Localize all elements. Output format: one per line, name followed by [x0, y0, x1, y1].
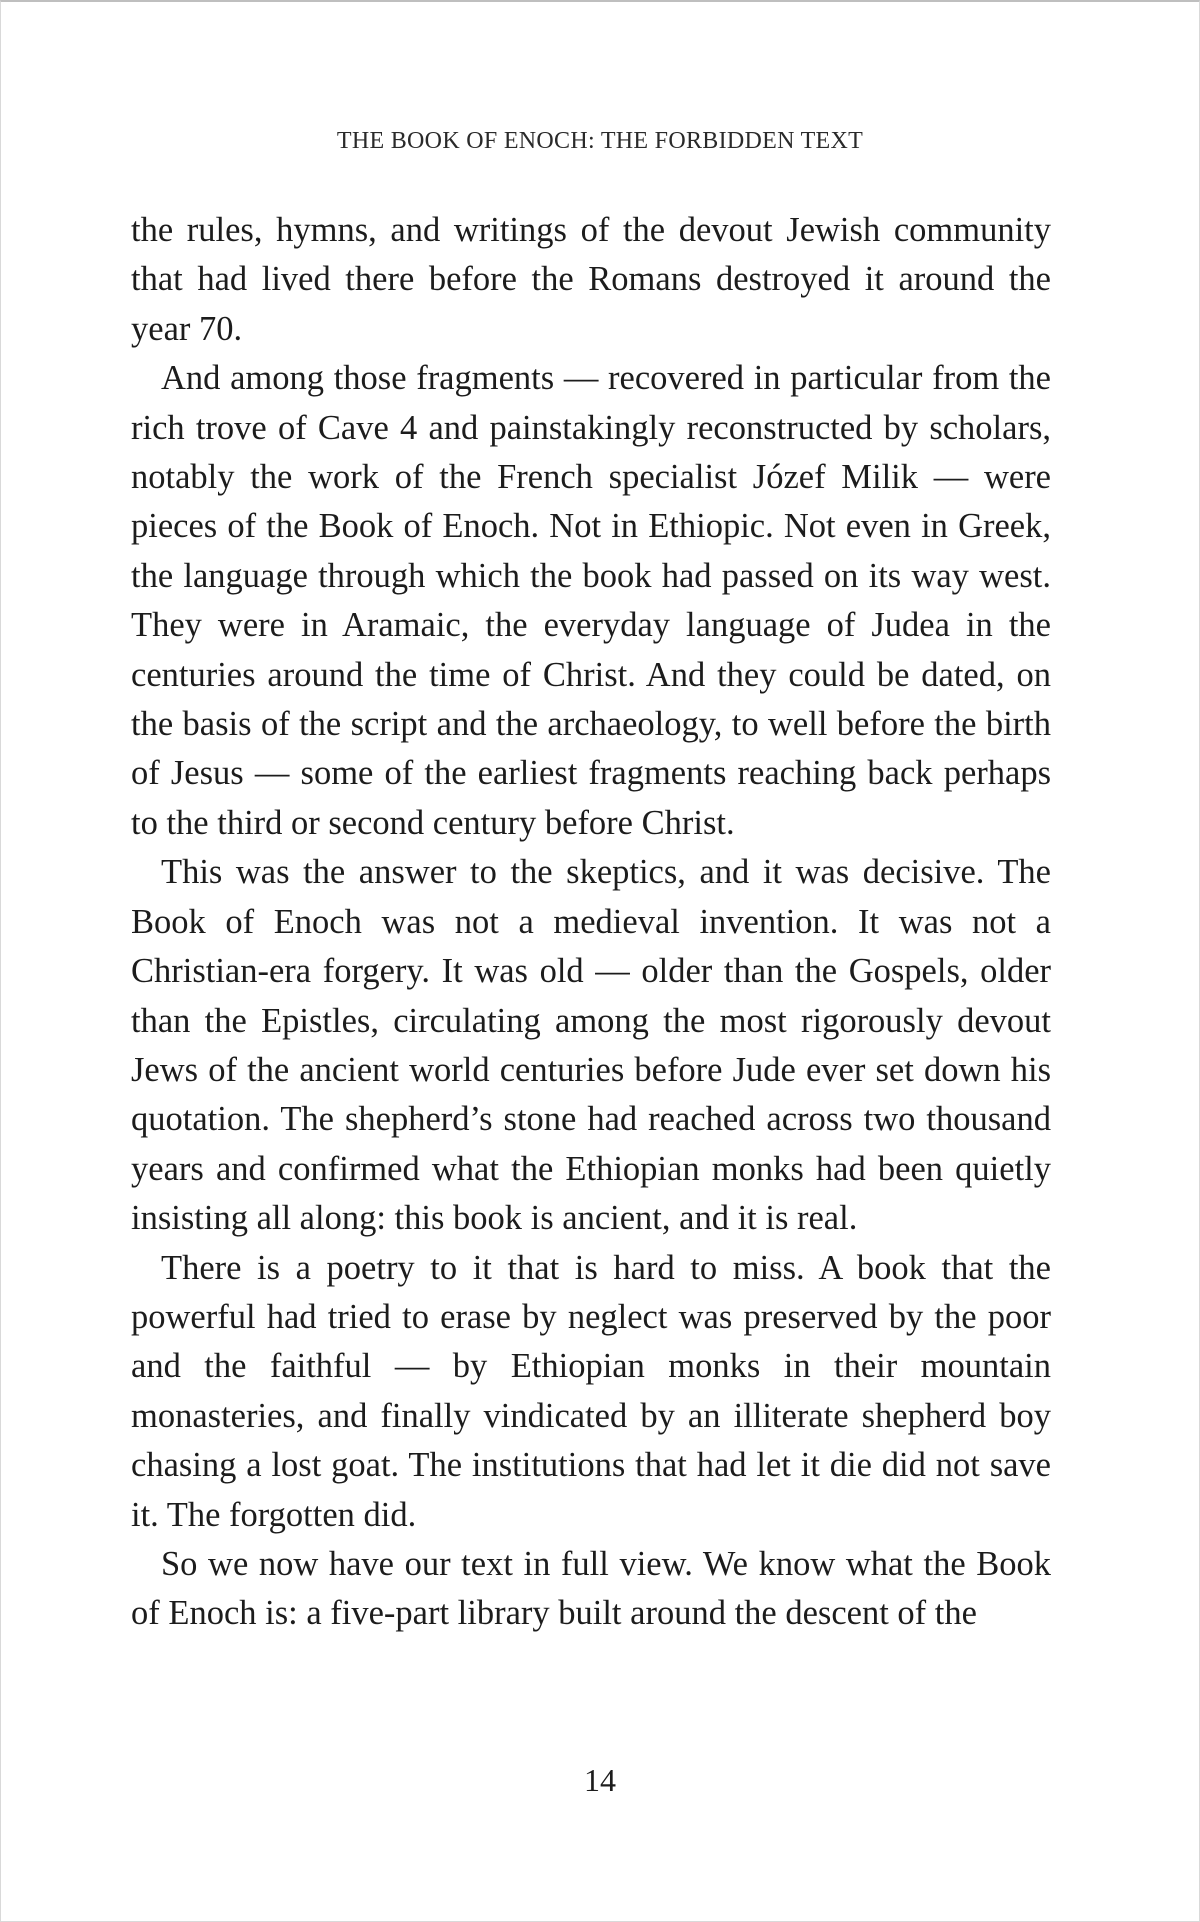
page-number: 14	[584, 1762, 616, 1798]
paragraph: There is a poetry to it that is hard to miss. A book that the powerful had tried to erase by neglect was preserved by the poor and the faithful — by Ethiopian monks in their mountain monasteries, and finally vindicated by an illiterate shepherd boy chasing a lost goat. The institutions that had let it die did not save it. The forgotten did.	[131, 1248, 1051, 1534]
paragraph: And among those fragments — recovered in particular from the rich trove of Cave 4 and painstakingly reconstructed by scholars, notably the work of the French specialist Józef Milik — were pieces of the Book of Enoch. Not in Ethiopic. Not even in Greek, the language through which the book had passed on its way west. They were in Aramaic, the everyday language of Judea in the centuries around the time of Christ. And they could be dated, on the basis of the script and the archaeology, to well before the birth of Jesus — some of the earliest fragments reaching back perhaps to the third or second century before Christ.	[131, 359, 1051, 842]
paragraph: So we now have our text in full view. We know what the Book of Enoch is: a five-part library built around the descent of the	[131, 1544, 1051, 1633]
paragraph-continued: the rules, hymns, and writings of the devout Jewish community that had lived there before the Romans destroyed it around the year 70.	[131, 211, 1051, 348]
body-text	[131, 206, 1051, 1639]
paragraph: This was the answer to the skeptics, and it was decisive. The Book of Enoch was not a medieval invention. It was not a Christian-era forgery. It was old — older than the Gospels, older than the Epistles, circulating among the most rigorously devout Jews of the ancient world centuries before Jude ever set down his quotation. The shepherd’s stone had reached across two thousand years and confirmed what the Ethiopian monks had been quietly insisting all along: this book is ancient, and it is real.	[131, 853, 1051, 1238]
running-head: THE BOOK OF ENOCH: THE FORBIDDEN TEXT	[336, 128, 864, 154]
